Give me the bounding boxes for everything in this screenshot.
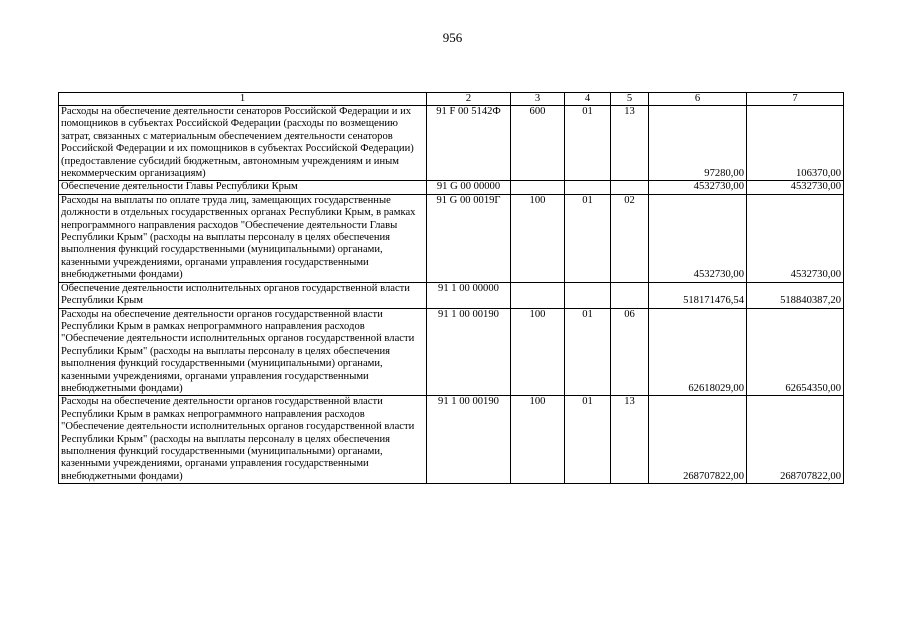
row-subsection: 13 xyxy=(611,106,649,181)
table-row xyxy=(59,106,844,181)
table-header-row xyxy=(59,93,844,106)
header-cell-3: 3 xyxy=(511,93,565,106)
row-section: 01 xyxy=(565,396,611,484)
row-target-code: 91 1 00 00190 xyxy=(427,308,511,396)
row-target-code: 91 1 00 00190 xyxy=(427,396,511,484)
row-description: Расходы на обеспечение деятельности сенаторов Российской Федерации и их помощников в субъектах Российской Федерации (расходы по возмещению затрат, связанных с материальным обеспечением деятельности сенаторов Российской Федерации и их помощников в субъектах Российской Федерации) (предоставление субсидий бюджетным, автономным учреждениям и иным некоммерческим организациям) xyxy=(59,106,427,181)
row-expense-type: 100 xyxy=(511,308,565,396)
table-row xyxy=(59,308,844,396)
row-subsection xyxy=(611,181,649,194)
row-expense-type: 100 xyxy=(511,396,565,484)
row-expense-type xyxy=(511,282,565,308)
table-row xyxy=(59,282,844,308)
row-subsection: 02 xyxy=(611,194,649,282)
row-sum-year-2: 106370,00 xyxy=(747,106,844,181)
header-cell-5: 5 xyxy=(611,93,649,106)
row-section xyxy=(565,282,611,308)
header-cell-2: 2 xyxy=(427,93,511,106)
table-row xyxy=(59,181,844,194)
row-expense-type: 600 xyxy=(511,106,565,181)
row-description: Обеспечение деятельности Главы Республики Крым xyxy=(59,181,427,194)
budget-table xyxy=(58,92,844,484)
row-sum-year-2: 4532730,00 xyxy=(747,194,844,282)
row-subsection: 06 xyxy=(611,308,649,396)
row-sum-year-1: 4532730,00 xyxy=(649,194,747,282)
row-sum-year-2: 268707822,00 xyxy=(747,396,844,484)
row-target-code: 91 G 00 00000 xyxy=(427,181,511,194)
page-number: 956 xyxy=(442,30,463,45)
header-cell-7: 7 xyxy=(747,93,844,106)
table-row xyxy=(59,194,844,282)
row-sum-year-1: 268707822,00 xyxy=(649,396,747,484)
table-row xyxy=(59,396,844,484)
row-section: 01 xyxy=(565,194,611,282)
row-sum-year-1: 62618029,00 xyxy=(649,308,747,396)
row-sum-year-2: 4532730,00 xyxy=(747,181,844,194)
row-subsection xyxy=(611,282,649,308)
row-expense-type xyxy=(511,181,565,194)
row-section: 01 xyxy=(565,308,611,396)
row-target-code: 91 F 00 5142Ф xyxy=(427,106,511,181)
header-cell-6: 6 xyxy=(649,93,747,106)
header-cell-1: 1 xyxy=(59,93,427,106)
row-section: 01 xyxy=(565,106,611,181)
header-cell-4: 4 xyxy=(565,93,611,106)
row-subsection: 13 xyxy=(611,396,649,484)
row-sum-year-1: 97280,00 xyxy=(649,106,747,181)
row-sum-year-1: 518171476,54 xyxy=(649,282,747,308)
row-section xyxy=(565,181,611,194)
row-target-code: 91 1 00 00000 xyxy=(427,282,511,308)
row-description: Обеспечение деятельности исполнительных органов государственной власти Республики Крым xyxy=(59,282,427,308)
row-sum-year-2: 518840387,20 xyxy=(747,282,844,308)
row-expense-type: 100 xyxy=(511,194,565,282)
row-sum-year-1: 4532730,00 xyxy=(649,181,747,194)
row-target-code: 91 G 00 0019Г xyxy=(427,194,511,282)
row-description: Расходы на выплаты по оплате труда лиц, замещающих государственные должности в отдельных государственных органах Республики Крым, в рамках непрограммного направления расходов "Обеспечение деятельности Главы Республики Крым" (расходы на выплаты персоналу в целях обеспечения выполнения функций государственными (муниципальными) органами, казенными учреждениями, органами управления государственными внебюджетными фондами) xyxy=(59,194,427,282)
row-description: Расходы на обеспечение деятельности органов государственной власти Республики Крым в рамках непрограммного направления расходов "Обеспечение деятельности исполнительных органов государственной власти Республики Крым" (расходы на выплаты персоналу в целях обеспечения выполнения функций государственными (муниципальными) органами, казенными учреждениями, органами управления государственными внебюджетными фондами) xyxy=(59,396,427,484)
row-sum-year-2: 62654350,00 xyxy=(747,308,844,396)
row-description: Расходы на обеспечение деятельности органов государственной власти Республики Крым в рамках непрограммного направления расходов "Обеспечение деятельности исполнительных органов государственной власти Республики Крым" (расходы на выплаты персоналу в целях обеспечения выполнения функций государственными (муниципальными) органами, казенными учреждениями, органами управления государственными внебюджетными фондами) xyxy=(59,308,427,396)
